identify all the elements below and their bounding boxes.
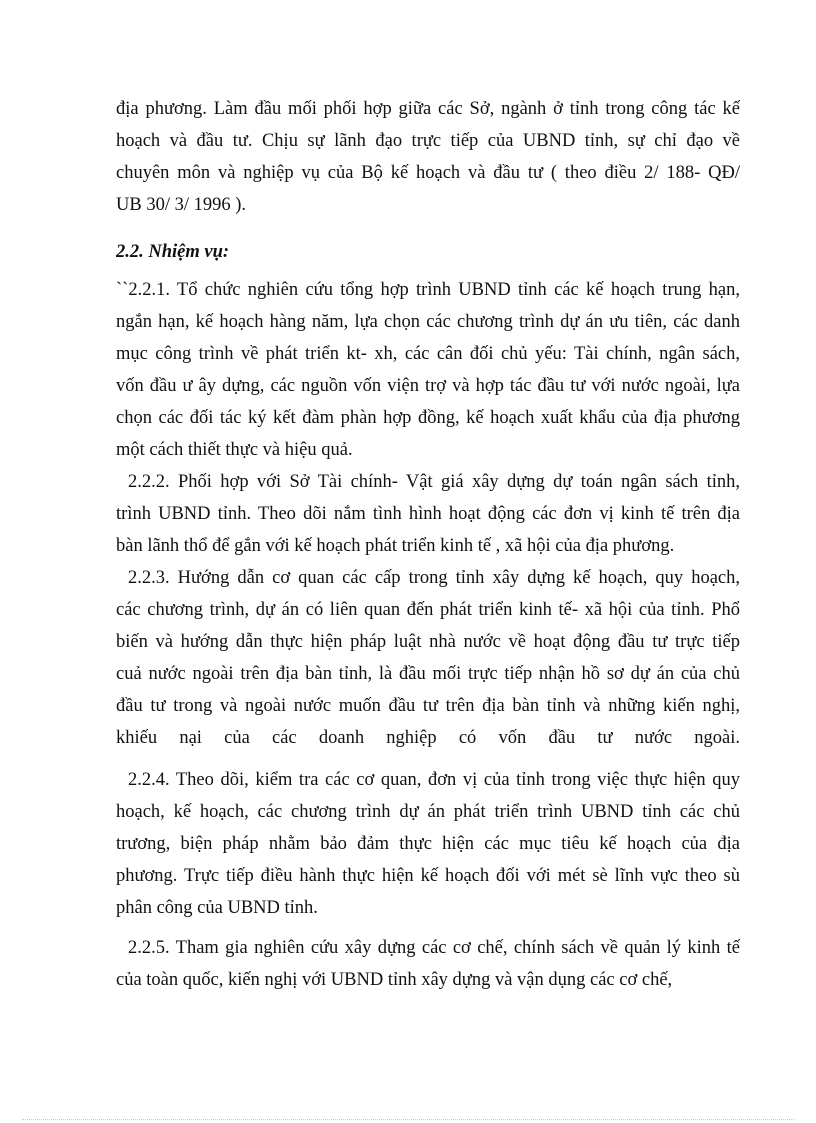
text-line: 2.2.2. Phối hợp với Sở Tài chính- Vật giá xây dựng dự toán ngân sách tỉnh, xyxy=(128,472,740,492)
text-line: chuyên môn và nghiệp vụ của Bộ kế hoạch và đầu tư ( theo điều 2/ 188- QĐ/ xyxy=(116,163,740,183)
text-line: hoạch và đầu tư. Chịu sự lãnh đạo trực tiếp của UBND tỉnh, sự chỉ đạo về xyxy=(116,131,740,151)
text-line: ``2.2.1. Tổ chức nghiên cứu tổng hợp trình UBND tỉnh các kế hoạch trung hạn, xyxy=(116,280,740,300)
text-line: bàn lãnh thổ để gắn với kế hoạch phát triển kinh tế , xã hội của địa phương. xyxy=(116,536,675,556)
text-line: trương, biện pháp nhằm bảo đảm thực hiện các mục tiêu kế hoạch của địa xyxy=(116,834,740,854)
section-heading: 2.2. Nhiệm vụ: xyxy=(116,242,230,262)
text-line: của toàn quốc, kiến nghị với UBND tỉnh xây dựng và vận dụng các cơ chế, xyxy=(116,970,673,990)
text-line: khiếu nại của các doanh nghiệp có vốn đầu tư nước ngoài. xyxy=(116,728,740,748)
page-bottom-divider xyxy=(22,1119,794,1120)
text-line: địa phương. Làm đầu mối phối hợp giữa các Sở, ngành ở tỉnh trong công tác kế xyxy=(116,99,740,119)
text-line: các chương trình, dự án có liên quan đến phát triển kinh tế- xã hội của tỉnh. Phổ xyxy=(116,600,740,620)
text-line: UB 30/ 3/ 1996 ). xyxy=(116,195,247,215)
text-line: 2.2.4. Theo dõi, kiểm tra các cơ quan, đơn vị của tỉnh trong việc thực hiện quy xyxy=(128,770,740,790)
text-line: hoạch, kế hoạch, các chương trình dự án phát triển trình UBND tỉnh các chủ xyxy=(116,802,740,822)
text-line: mục công trình về phát triển kt- xh, các cân đối chủ yếu: Tài chính, ngân sách, xyxy=(116,344,740,364)
text-line: ngắn hạn, kế hoạch hàng năm, lựa chọn các chương trình dự án ưu tiên, các danh xyxy=(116,312,740,332)
text-line: vốn đầu ư ây dựng, các nguồn vốn viện trợ và hợp tác đầu tư với nước ngoài, lựa xyxy=(116,376,740,396)
text-line: biến và hướng dẫn thực hiện pháp luật nhà nước về hoạt động đầu tư trực tiếp xyxy=(116,632,740,652)
text-line: một cách thiết thực và hiệu quả. xyxy=(116,440,353,460)
text-line: trình UBND tỉnh. Theo dõi nắm tình hình hoạt động các đơn vị kinh tế trên địa xyxy=(116,504,740,524)
text-line: chọn các đối tác ký kết đàm phàn hợp đồng, kế hoạch xuất khẩu của địa phương xyxy=(116,408,740,428)
text-line: phân công của UBND tỉnh. xyxy=(116,898,318,918)
text-line: đầu tư trong và ngoài nước muốn đầu tư trên địa bàn tỉnh và những kiến nghị, xyxy=(116,696,740,716)
text-line: 2.2.3. Hướng dẫn cơ quan các cấp trong tỉnh xây dựng kế hoạch, quy hoạch, xyxy=(128,568,740,588)
text-line: phương. Trực tiếp điều hành thực hiện kế hoạch đối với mét sè lĩnh vực theo sù xyxy=(116,866,740,886)
text-line: 2.2.5. Tham gia nghiên cứu xây dựng các cơ chế, chính sách về quản lý kinh tế xyxy=(128,938,740,958)
text-line: cuả nước ngoài trên địa bàn tỉnh, là đầu mối trực tiếp nhận hồ sơ dự án của chủ xyxy=(116,664,740,684)
